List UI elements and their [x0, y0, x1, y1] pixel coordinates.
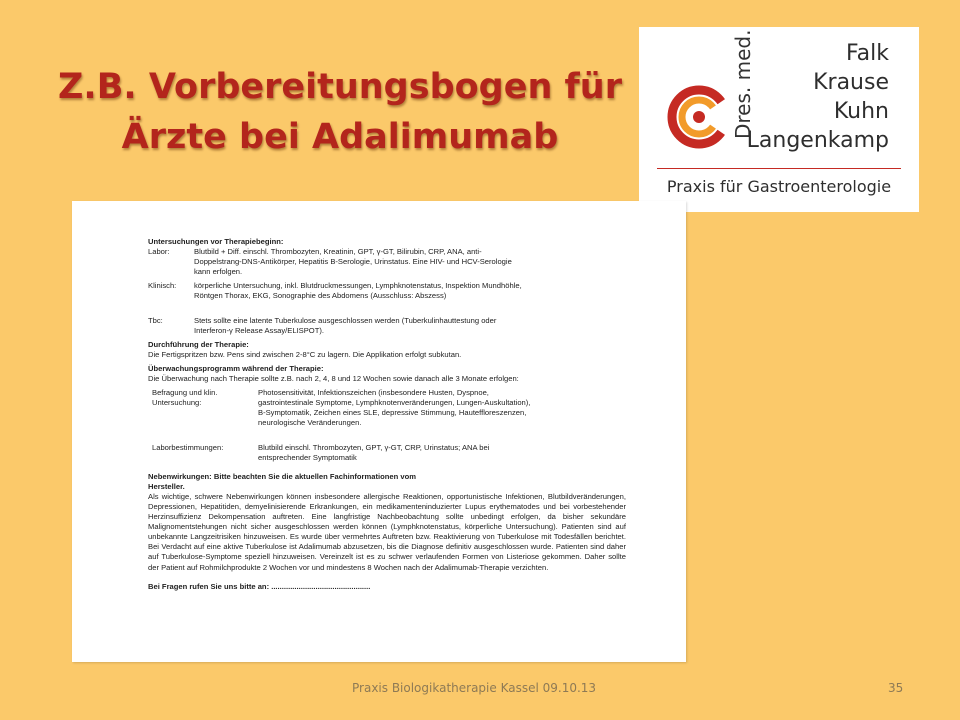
logo-divider: [657, 168, 901, 169]
page-number: 35: [888, 681, 904, 695]
befragung-line-1: Photosensitivität, Infektionszeichen (insbesondere Husten, Dyspnoe,: [258, 388, 489, 398]
befragung-value: [258, 388, 626, 428]
tbc-value: [194, 316, 626, 336]
slide-title: [40, 62, 640, 162]
klinisch-line-2: Röntgen Thorax, EKG, Sonographie des Abdomens (Ausschluss: Abszess): [194, 291, 447, 301]
klinisch-value: [194, 281, 626, 301]
section-title-side-effects: [148, 472, 626, 482]
klinisch-row: [148, 281, 626, 301]
side-effects-heading-rest: Bitte beachten Sie die aktuellen Fachinformationen vom: [213, 471, 416, 481]
labor-line-2: Doppelstrang-DNS-Antikörper, Hepatitis B-Serologie, Urinstatus. Eine HIV- und HCV-Serologie: [194, 257, 512, 267]
befragung-label: [152, 388, 258, 428]
contact-line: Bei Fragen rufen Sie uns bitte an: ...............................................: [148, 581, 371, 591]
labor-line-3: kann erfolgen.: [194, 267, 243, 277]
klinisch-line-1: körperliche Untersuchung, inkl. Blutdruckmessungen, Lymphknotenstatus, Inspektion Mundhöhle,: [194, 281, 522, 291]
monitoring-text: Die Überwachung nach Therapie sollte z.B. nach 2, 4, 8 und 12 Wochen sowie danach alle 3 Monate erfolgen:: [148, 374, 519, 384]
befragung-label-1: Befragung und klin.: [152, 388, 218, 398]
side-effects-heading-line2: Hersteller.: [148, 481, 185, 491]
labor-row: [148, 247, 626, 277]
logo-name-4: Langenkamp: [746, 128, 889, 153]
befragung-label-2: Untersuchung:: [152, 398, 202, 408]
labor-line-1: Blutbild + Diff. einschl. Thrombozyten, Kreatinin, GPT, γ-GT, Bilirubin, CRP, ANA, anti-: [194, 247, 482, 257]
side-effects-heading: Nebenwirkungen:: [148, 471, 212, 481]
befragung-line-4: neurologische Veränderungen.: [258, 418, 362, 428]
tbc-label: Tbc:: [148, 315, 163, 325]
practice-logo: [639, 27, 919, 212]
logo-name-1: Falk: [846, 41, 889, 66]
laborbestimmungen-value: [258, 443, 626, 463]
tbc-line-1: Stets sollte eine latente Tuberkulose ausgeschlossen werden (Tuberkulinhauttestung oder: [194, 315, 497, 325]
logo-names: [747, 39, 889, 155]
labor-label: Labor:: [148, 247, 170, 257]
section-title-therapy: Durchführung der Therapie:: [148, 339, 249, 349]
laborbestimmungen-row: [148, 443, 626, 463]
document-scan: [72, 201, 686, 662]
tbc-row: [148, 316, 626, 336]
logo-name-3: Kuhn: [833, 99, 889, 124]
laborbestimmungen-label: Laborbestimmungen:: [152, 442, 224, 452]
therapy-text: Die Fertigspritzen bzw. Pens sind zwischen 2-8°C zu lagern. Die Applikation erfolgt subkutan.: [148, 349, 462, 359]
logo-vertical-text: Dres. med.: [731, 29, 755, 139]
document-content: [148, 237, 626, 592]
laborbestimmungen-line-1: Blutbild einschl. Thrombozyten, GPT, γ-GT, CRP, Urinstatus; ANA bei: [258, 442, 490, 452]
tbc-line-2: Interferon-γ Release Assay/ELISPOT).: [194, 325, 324, 335]
slide-title-line1: Z.B. Vorbereitungsbogen für: [58, 67, 622, 107]
befragung-line-2: gastrointestinale Symptome, Lymphknotenveränderungen, Lungen-Auskultation),: [258, 398, 531, 408]
footer-text: Praxis Biologikatherapie Kassel 09.10.13: [352, 681, 597, 695]
klinisch-label: Klinisch:: [148, 281, 177, 291]
befragung-row: [148, 388, 626, 428]
laborbestimmungen-line-2: entsprechender Symptomatik: [258, 452, 357, 462]
slide-title-line2: Ärzte bei Adalimumab: [121, 117, 559, 157]
section-title-pre-therapy: Untersuchungen vor Therapiebeginn:: [148, 237, 284, 246]
befragung-line-3: B-Symptomatik, Zeichen eines SLE, depressive Stimmung, Hauteffloreszenzen,: [258, 408, 527, 418]
logo-subtitle: Praxis für Gastroenterologie: [666, 177, 892, 196]
labor-value: [194, 247, 626, 277]
practice-logo-icon: [667, 85, 731, 149]
logo-name-2: Krause: [813, 70, 889, 95]
section-title-monitoring: Überwachungsprogramm während der Therapie:: [148, 363, 324, 373]
side-effects-text: Als wichtige, schwere Nebenwirkungen können insbesondere allergische Reaktionen, opportunistische Infektionen, Blutbildveränderungen, Depressionen, Hepatitiden, demyelinisierende Erkrankungen, ein medikamenteninduzierter Lupus erythematodes und bei vorbestehender Herzinsuffizienz Dekompensation auftreten. Eine langfristige Nachbeobachtung sollte unbedingt erfolgen, da bisher sekundäre Malignomentstehungen nicht sicher ausgeschlossen werden können (Lymphknotenstatus, körperliche Untersuchung). Patienten sind auf unbekannte Langzeitrisiken hinzuweisen. Es wurde über vermehrtes Auftreten bzw. Reaktivierung von Tuberkulose mit Todesfällen berichtet. Bei Verdacht auf eine aktive Tuberkulose ist Adalimumab abzusetzen, bis die Diagnose definitiv ausgeschlossen wurde. Patienten sind daher auf Tuberkulose-Symptome speziell hinzuweisen. Vereinzelt ist es zu schwer verlaufenden Formen von Listeriose gekommen. Daher sollte der Patient auf Rohmilchprodukte 2 Wochen vor und mindestens 8 Wochen nach der Adalimumab-Therapie verzichten.: [148, 491, 626, 572]
